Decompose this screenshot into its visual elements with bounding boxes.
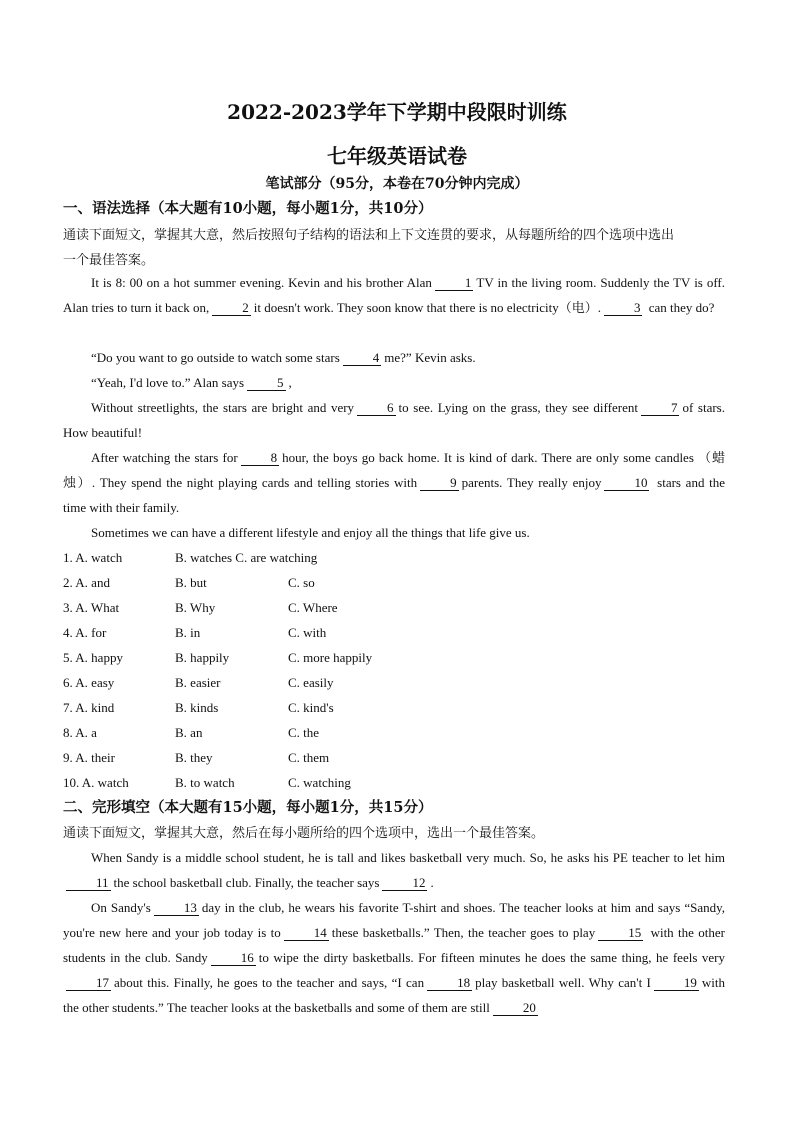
exam-note: 笔试部分（95分，本卷在70分钟内完成） [265, 176, 529, 192]
option-a[interactable]: 1. A. watch [63, 550, 123, 565]
option-c[interactable]: C. so [288, 575, 315, 590]
blank-7[interactable]: 7 [641, 400, 680, 416]
option-c[interactable]: C. with [288, 625, 327, 640]
option-row [63, 595, 463, 620]
option-c[interactable]: C. easily [288, 675, 334, 690]
blank-17[interactable]: 17 [66, 975, 111, 991]
blank-15[interactable]: 15 [598, 925, 643, 941]
blank-6[interactable]: 6 [357, 400, 396, 416]
option-row [63, 770, 463, 795]
section2-heading: 二、完形填空（本大题有15小题，每小题1分，共15分） [63, 799, 433, 816]
option-c[interactable]: C. them [288, 750, 330, 765]
exam-subtitle: 七年级英语试卷 [327, 144, 467, 168]
option-b[interactable]: B. happily [175, 650, 230, 665]
option-row [63, 645, 463, 670]
option-a[interactable]: 6. A. easy [63, 675, 115, 690]
option-b[interactable]: B. they [175, 750, 213, 765]
passage1-paragraph: “Do you want to go outside to watch some stars 4 me?” Kevin asks. [91, 350, 476, 365]
option-c[interactable]: C. Where [288, 600, 338, 615]
option-b[interactable]: B. to watch [175, 775, 235, 790]
option-c[interactable]: C. watching [288, 775, 351, 790]
passage1-paragraph: Sometimes we can have a different lifestyle and enjoy all the things that life give us. [91, 525, 530, 540]
section1-instructions [63, 222, 725, 272]
blank-5[interactable]: 5 [247, 375, 286, 391]
passage2-paragraph: On Sandy's 13 day in the club, he wears his favorite T-shirt and shoes. The teacher looks at him and says “Sandy, you're new here and your job today is to 14 these basketballs.” Then, the teacher goes to play 15 with the other students in the club. Sandy 16 to wipe the dirty basketballs. For fifteen minutes he does the same thing, he feels very17 about this. Finally, he goes to the teacher and says, “I can 18 play basketball well. Why can't I 19 with the other students.” The teacher looks at the basketballs and some of them are still 20 [63, 900, 726, 1015]
passage1-paragraph: Without streetlights, the stars are bright and very 6 to see. Lying on the grass, they see different 7 of stars. How beautiful! [63, 400, 725, 440]
option-b[interactable]: B. Why [175, 600, 216, 615]
passage1-paragraph: It is 8: 00 on a hot summer evening. Kevin and his brother Alan 1 TV in the living room. Suddenly the TV is off. Alan tries to turn it back on, 2 it doesn't work. They soon know that there is no electricity（电）. 3 can they do? [63, 275, 726, 315]
section1-options [63, 545, 463, 795]
blank-10[interactable]: 10 [604, 475, 649, 491]
option-row [63, 670, 463, 695]
option-b[interactable]: B. easier [175, 675, 221, 690]
passage2-paragraph: When Sandy is a middle school student, he is tall and likes basketball very much. So, he asks his PE teacher to let him11 the school basketball club. Finally, the teacher says 12 . [63, 845, 725, 895]
blank-1[interactable]: 1 [435, 275, 474, 291]
option-a[interactable]: 9. A. their [63, 750, 115, 765]
option-row [63, 620, 463, 645]
blank-11[interactable]: 11 [66, 875, 111, 891]
section1-heading: 一、语法选择（本大题有10小题，每小题1分，共10分） [63, 200, 433, 217]
option-b[interactable]: B. an [175, 725, 203, 740]
blank-9[interactable]: 9 [420, 475, 459, 491]
option-c[interactable]: C. the [288, 725, 320, 740]
blank-16[interactable]: 16 [211, 950, 256, 966]
option-row [63, 570, 463, 595]
option-c[interactable]: C. kind's [288, 700, 334, 715]
section2-instructions: 通读下面短文，掌握其大意，然后在每小题所给的四个选项中，选出一个最佳答案。 [63, 825, 545, 840]
option-a[interactable]: 3. A. What [63, 600, 120, 615]
instruction-line: 一个最佳答案。 [63, 252, 155, 267]
blank-14[interactable]: 14 [284, 925, 329, 941]
passage1-paragraph: After watching the stars for 8 hour, the boys go back home. It is kind of dark. There are only some candles （蜡烛）. They spend the night playing cards and telling stories with 9 parents. They really enjoy 10 stars and the time with their family. [63, 450, 726, 515]
option-a[interactable]: 7. A. kind [63, 700, 115, 715]
option-b[interactable]: B. kinds [175, 700, 219, 715]
blank-19[interactable]: 19 [654, 975, 699, 991]
option-a[interactable]: 8. A. a [63, 725, 97, 740]
blank-2[interactable]: 2 [212, 300, 251, 316]
blank-8[interactable]: 8 [241, 450, 280, 466]
option-a[interactable]: 4. A. for [63, 625, 107, 640]
option-c[interactable]: C. more happily [288, 650, 373, 665]
blank-12[interactable]: 12 [382, 875, 427, 891]
option-row [63, 695, 463, 720]
option-row [63, 720, 463, 745]
blank-18[interactable]: 18 [427, 975, 472, 991]
option-a[interactable]: 2. A. and [63, 575, 110, 590]
instruction-line: 通读下面短文，掌握其大意，然后按照句子结构的语法和上下文连贯的要求，从每题所给的四个选项中选出 [63, 227, 675, 242]
exam-title: 2022-2023学年下学期中段限时训练 [227, 100, 567, 124]
option-b[interactable]: B. watches C. are watching [175, 550, 318, 565]
blank-20[interactable]: 20 [493, 1000, 538, 1016]
option-b[interactable]: B. in [175, 625, 201, 640]
option-a[interactable]: 10. A. watch [63, 775, 129, 790]
blank-13[interactable]: 13 [154, 900, 199, 916]
blank-4[interactable]: 4 [343, 350, 382, 366]
option-row [63, 545, 463, 570]
option-a[interactable]: 5. A. happy [63, 650, 123, 665]
passage1-paragraph: “Yeah, I'd love to.” Alan says 5 , [91, 375, 292, 390]
option-row [63, 745, 463, 770]
option-b[interactable]: B. but [175, 575, 207, 590]
blank-3[interactable]: 3 [604, 300, 643, 316]
